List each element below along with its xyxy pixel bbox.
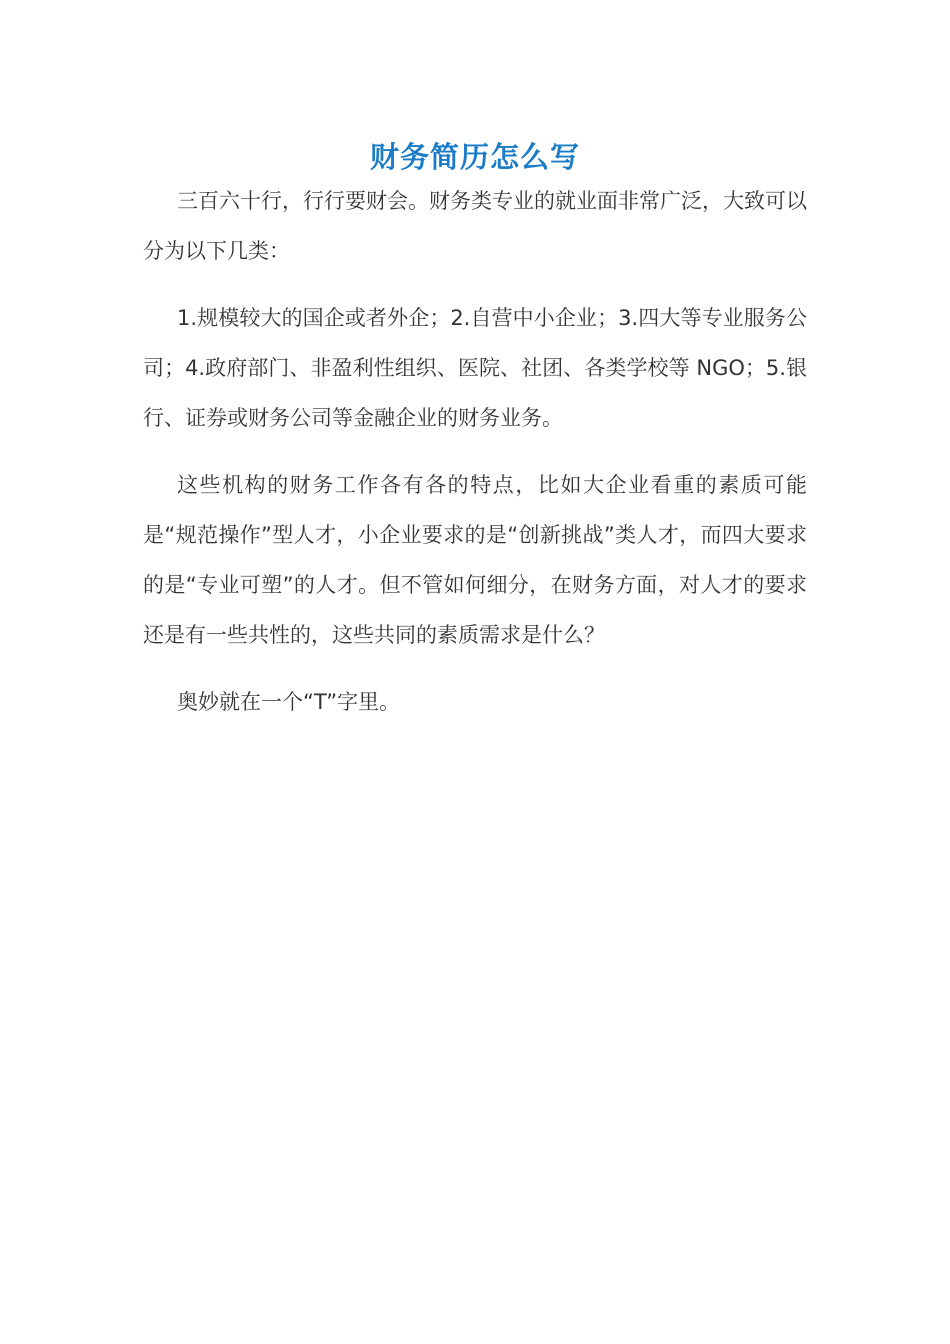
page-title: 财务简历怎么写 [369,140,580,175]
paragraph-categories: 1.规模较大的国企或者外企；2.自营中小企业；3.四大等专业服务公司；4.政府部门、非盈利性组织、医院、社团、各类学校等 NGO；5.银行、证券或财务公司等金融企业的财务业务。 [143,306,807,430]
document-body [143,176,807,744]
paragraph-characteristics: 这些机构的财务工作各有各的特点，比如大企业看重的素质可能是“规范操作”型人才，小企业要求的是“创新挑战”类人才，而四大要求的是“专业可塑”的人才。但不管如何细分，在财务方面，对人才的要求还是有一些共性的，这些共同的素质需求是什么？ [143,473,807,647]
paragraph-intro: 三百六十行，行行要财会。财务类专业的就业面非常广泛，大致可以分为以下几类： [143,189,807,263]
paragraph-conclusion: 奥妙就在一个“T”字里。 [177,690,401,714]
